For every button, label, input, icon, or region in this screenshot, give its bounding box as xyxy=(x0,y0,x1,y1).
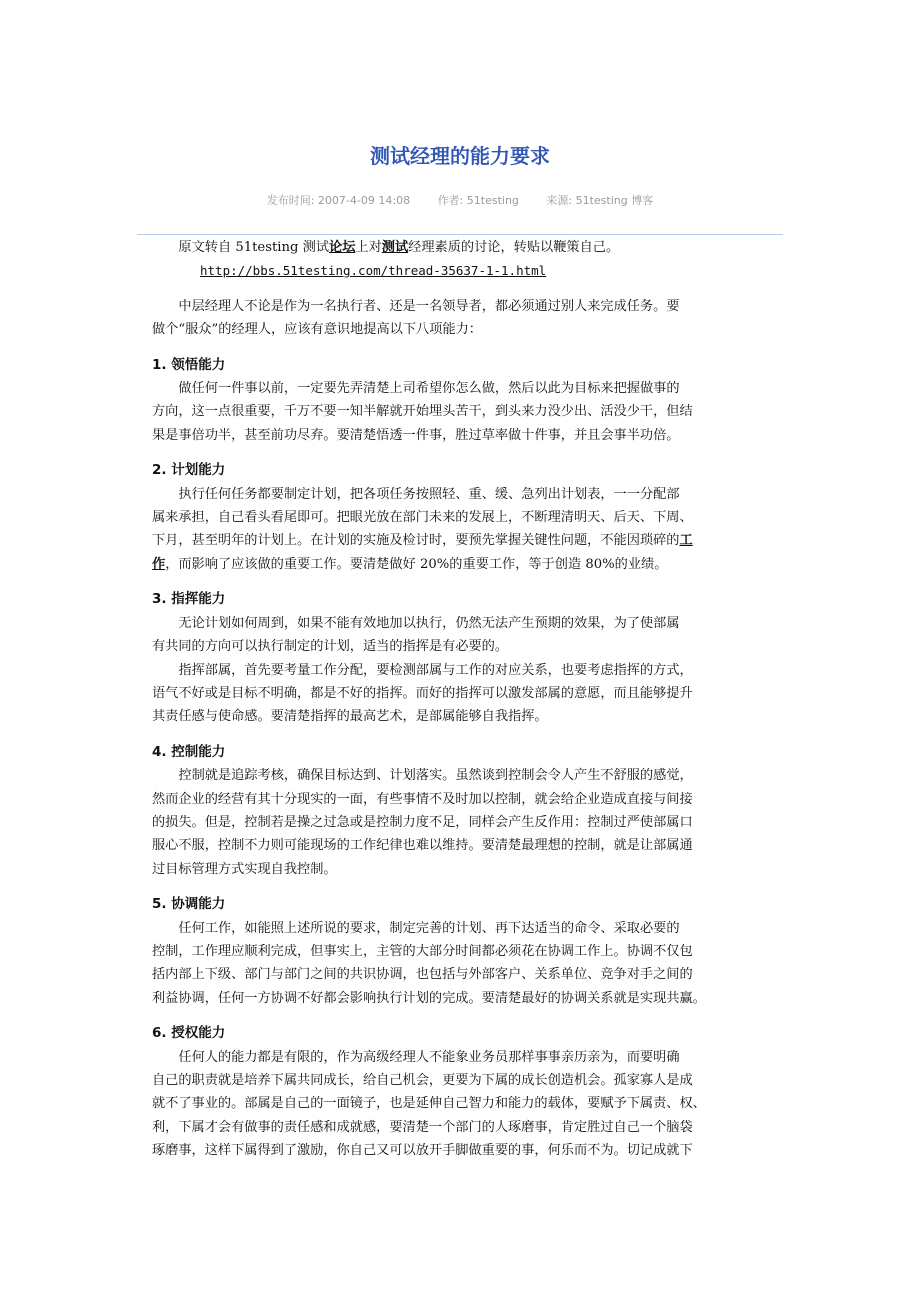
section-body-5: 任何工作，如能照上述所说的要求，制定完善的计划、再下达适当的命令、采取必要的 控制，工作理应顺利完成，但事实上，主管的大部分时间都必须花在协调工作上。协调不仅包 括内部上下级、部门与部门之间的共识协调，也包括与外部客户、关系单位、竞争对手之间的 利益协调，任何一方协调不好都会影响执行计划的完成。要清楚最好的协调关系就是实现共赢。 xyxy=(152,920,706,1006)
section-heading-6: 6. 授权能力 xyxy=(152,1025,226,1042)
section-body-4: 控制就是追踪考核，确保目标达到、计划落实。虽然谈到控制会令人产生不舒服的感觉， 然而企业的经营有其十分现实的一面，有些事情不及时加以控制，就会给企业造成直接与间接 的损失。但是，控制若是操之过急或是控制力度不足，同样会产生反作用：控制过严使部属口 服心不服，控制不力则可能现场的工作纪律也难以维持。要清楚最理想的控制，就是让部属通 过目标管理方式实现自我控制。 xyxy=(152,768,693,877)
page-title: 测试经理的能力要求 xyxy=(370,144,550,168)
publish-time: 发布时间: 2007-4-09 14:08 xyxy=(266,194,411,207)
source: 来源: 51testing 博客 xyxy=(546,194,654,207)
section-body-6: 任何人的能力都是有限的，作为高级经理人不能象业务员那样事事亲历亲为，而要明确 自己的职责就是培养下属共同成长，给自己机会，更要为下属的成长创造机会。孤家寡人是成 就不了事业的。部属是自己的一面镜子，也是延伸自己智力和能力的载体，要赋予下属责、权、 利，下属才会有做事的责任感和成就感，要清楚一个部门的人琢磨事，肯定胜过自己一个脑袋 琢磨事，这样下属得到了激励，你自己又可以放开手脚做重要的事，何乐而不为。切记成就下 xyxy=(152,1049,706,1159)
work-link[interactable]: 工 xyxy=(679,533,693,549)
section-heading-5: 5. 协调能力 xyxy=(152,896,226,913)
section-heading-1: 1. 领悟能力 xyxy=(152,356,226,373)
testing-link[interactable]: 测试 xyxy=(381,240,409,255)
article-meta xyxy=(0,192,920,208)
work-link-cont[interactable]: 作 xyxy=(152,556,166,572)
article-body: 原文转自 51testing 测试论坛上对测试经理素质的讨论，转贴以鞭策自己。 http://bbs.51testing.com/thread-35637-1-1.html 中层经理人不论是作为一名执行者、还是一名领导者，都必须通过别人来完成任务。要 做个“服众”的经理人，应该有意识地提高以下八项能力： 1. 领悟能力 做任何一件事以前，一定要先弄清楚上司希望你怎么做，然后以此为目标来把握做事的 方向，这一点很重要，千万不要一知半解就开始埋头苦干，到头来力没少出、活没少干，但结 果是事倍功半，甚至前功尽弃。要清楚悟透一件事，胜过草率做十件事，并且会事半功倍。 2. 计划能力 执行任何任务都要制定计划，把各项任务按照轻、重、缓、急列出计划表，一一分配部 属来承担，自己看头看尾即可。把眼光放在部门未来的发展上，不断理清明天、后天、下周、 下月，甚至明年的计划上。在计划的实施及检讨时，要预先掌握关键性问题，不能因琐碎的工 作，而影响了应该做的重要工作。要清楚做好 20%的重要工作，等于创造 80%的业绩。 3. 指挥能力 无论计划如何周到，如果不能有效地加以执行，仍然无法产生预期的效果，为了使部属 有共同的方向可以执行制定的计划，适当的指挥是有必要的。 指挥部属，首先要考量工作分配，要检测部属与工作的对应关系，也要考虑指挥的方式， 语气不好或是目标不明确，都是不好的指挥。而好的指挥可以激发部属的意愿，而且能够提升 其责任感与使命感。要清楚指挥的最高艺术，是部属能够自我指挥。 4. 控制能力 控制就是追踪考核，确保目标达到、计划落实。虽然谈到控制会令人产生不舒服的感觉， 然而企业的经营有其十分现实的一面，有些事情不及时加以控制，就会给企业造成直接与间接 的损失。但是，控制若是操之过急或是控制力度不足，同样会产生反作用：控制过严使部属口 服心不服，控制不力则可能现场的工作纪律也难以维持。要清楚最理想的控制，就是让部属通 过目标管理方式实现自我控制。 5. 协调能力 任何工作，如能照上述所说的要求，制定完善的计划、再下达适当的命令、采取必要的 控制，工作理应顺利完成，但事实上，主管的大部分时间都必须花在协调工作上。协调不仅包 括内部上下级、部门与部门之间的共识协调，也包括与外部客户、关系单位、竞争对手之间的 利益协调，任何一方协调不好都会影响执行计划的完成。要清楚最好的协调关系就是实现共赢。 6. 授权能力 任何人的能力都是有限的，作为高级经理人不能象业务员那样事事亲历亲为，而要明确 自己的职责就是培养下属共同成长，给自己机会，更要为下属的成长创造机会。孤家寡人是成 就不了事业的。部属是自己的一面镜子，也是延伸自己智力和能力的载体，要赋予下属责、权、 利，下属才会有做事的责任感和成就感，要清楚一个部门的人琢磨事，肯定胜过自己一个脑袋 琢磨事，这样下属得到了激励，你自己又可以放开手脚做重要的事，何乐而不为。切记成就下 xyxy=(152,236,786,1163)
section-body-1: 做任何一件事以前，一定要先弄清楚上司希望你怎么做，然后以此为目标来把握做事的 方向，这一点很重要，千万不要一知半解就开始埋头苦干，到头来力没少出、活没少干，但结 果是事倍功半，甚至前功尽弃。要清楚悟透一件事，胜过草率做十件事，并且会事半功倍。 xyxy=(152,381,693,443)
intro-line: 原文转自 51testing 测试论坛上对测试经理素质的讨论，转贴以鞭策自己。 xyxy=(178,240,620,255)
source-url-link[interactable]: http://bbs.51testing.com/thread-35637-1-1.html xyxy=(200,263,547,279)
author: 作者: 51testing xyxy=(437,194,519,207)
section-heading-3: 3. 指挥能力 xyxy=(152,591,226,608)
forum-link[interactable]: 论坛 xyxy=(329,240,356,255)
header-divider xyxy=(137,234,783,235)
intro-paragraph: 中层经理人不论是作为一名执行者、还是一名领导者，都必须通过别人来完成任务。要 xyxy=(178,298,680,314)
section-body-2: 执行任何任务都要制定计划，把各项任务按照轻、重、缓、急列出计划表，一一分配部 属来承担，自己看头看尾即可。把眼光放在部门未来的发展上，不断理清明天、后天、下周、 下月，甚至明年的计划上。在计划的实施及检讨时，要预先掌握关键性问题，不能因琐碎的工 作，而影响了应该做的重要工作。要清楚做好 20%的重要工作，等于创造 80%的业绩。 xyxy=(152,486,693,572)
section-body-3: 无论计划如何周到，如果不能有效地加以执行，仍然无法产生预期的效果，为了使部属 有共同的方向可以执行制定的计划，适当的指挥是有必要的。 指挥部属，首先要考量工作分配，要检测部属与工作的对应关系，也要考虑指挥的方式， 语气不好或是目标不明确，都是不好的指挥。而好的指挥可以激发部属的意愿，而且能够提升 其责任感与使命感。要清楚指挥的最高艺术，是部属能够自我指挥。 xyxy=(152,615,693,725)
section-heading-4: 4. 控制能力 xyxy=(152,743,226,760)
section-heading-2: 2. 计划能力 xyxy=(152,462,226,479)
